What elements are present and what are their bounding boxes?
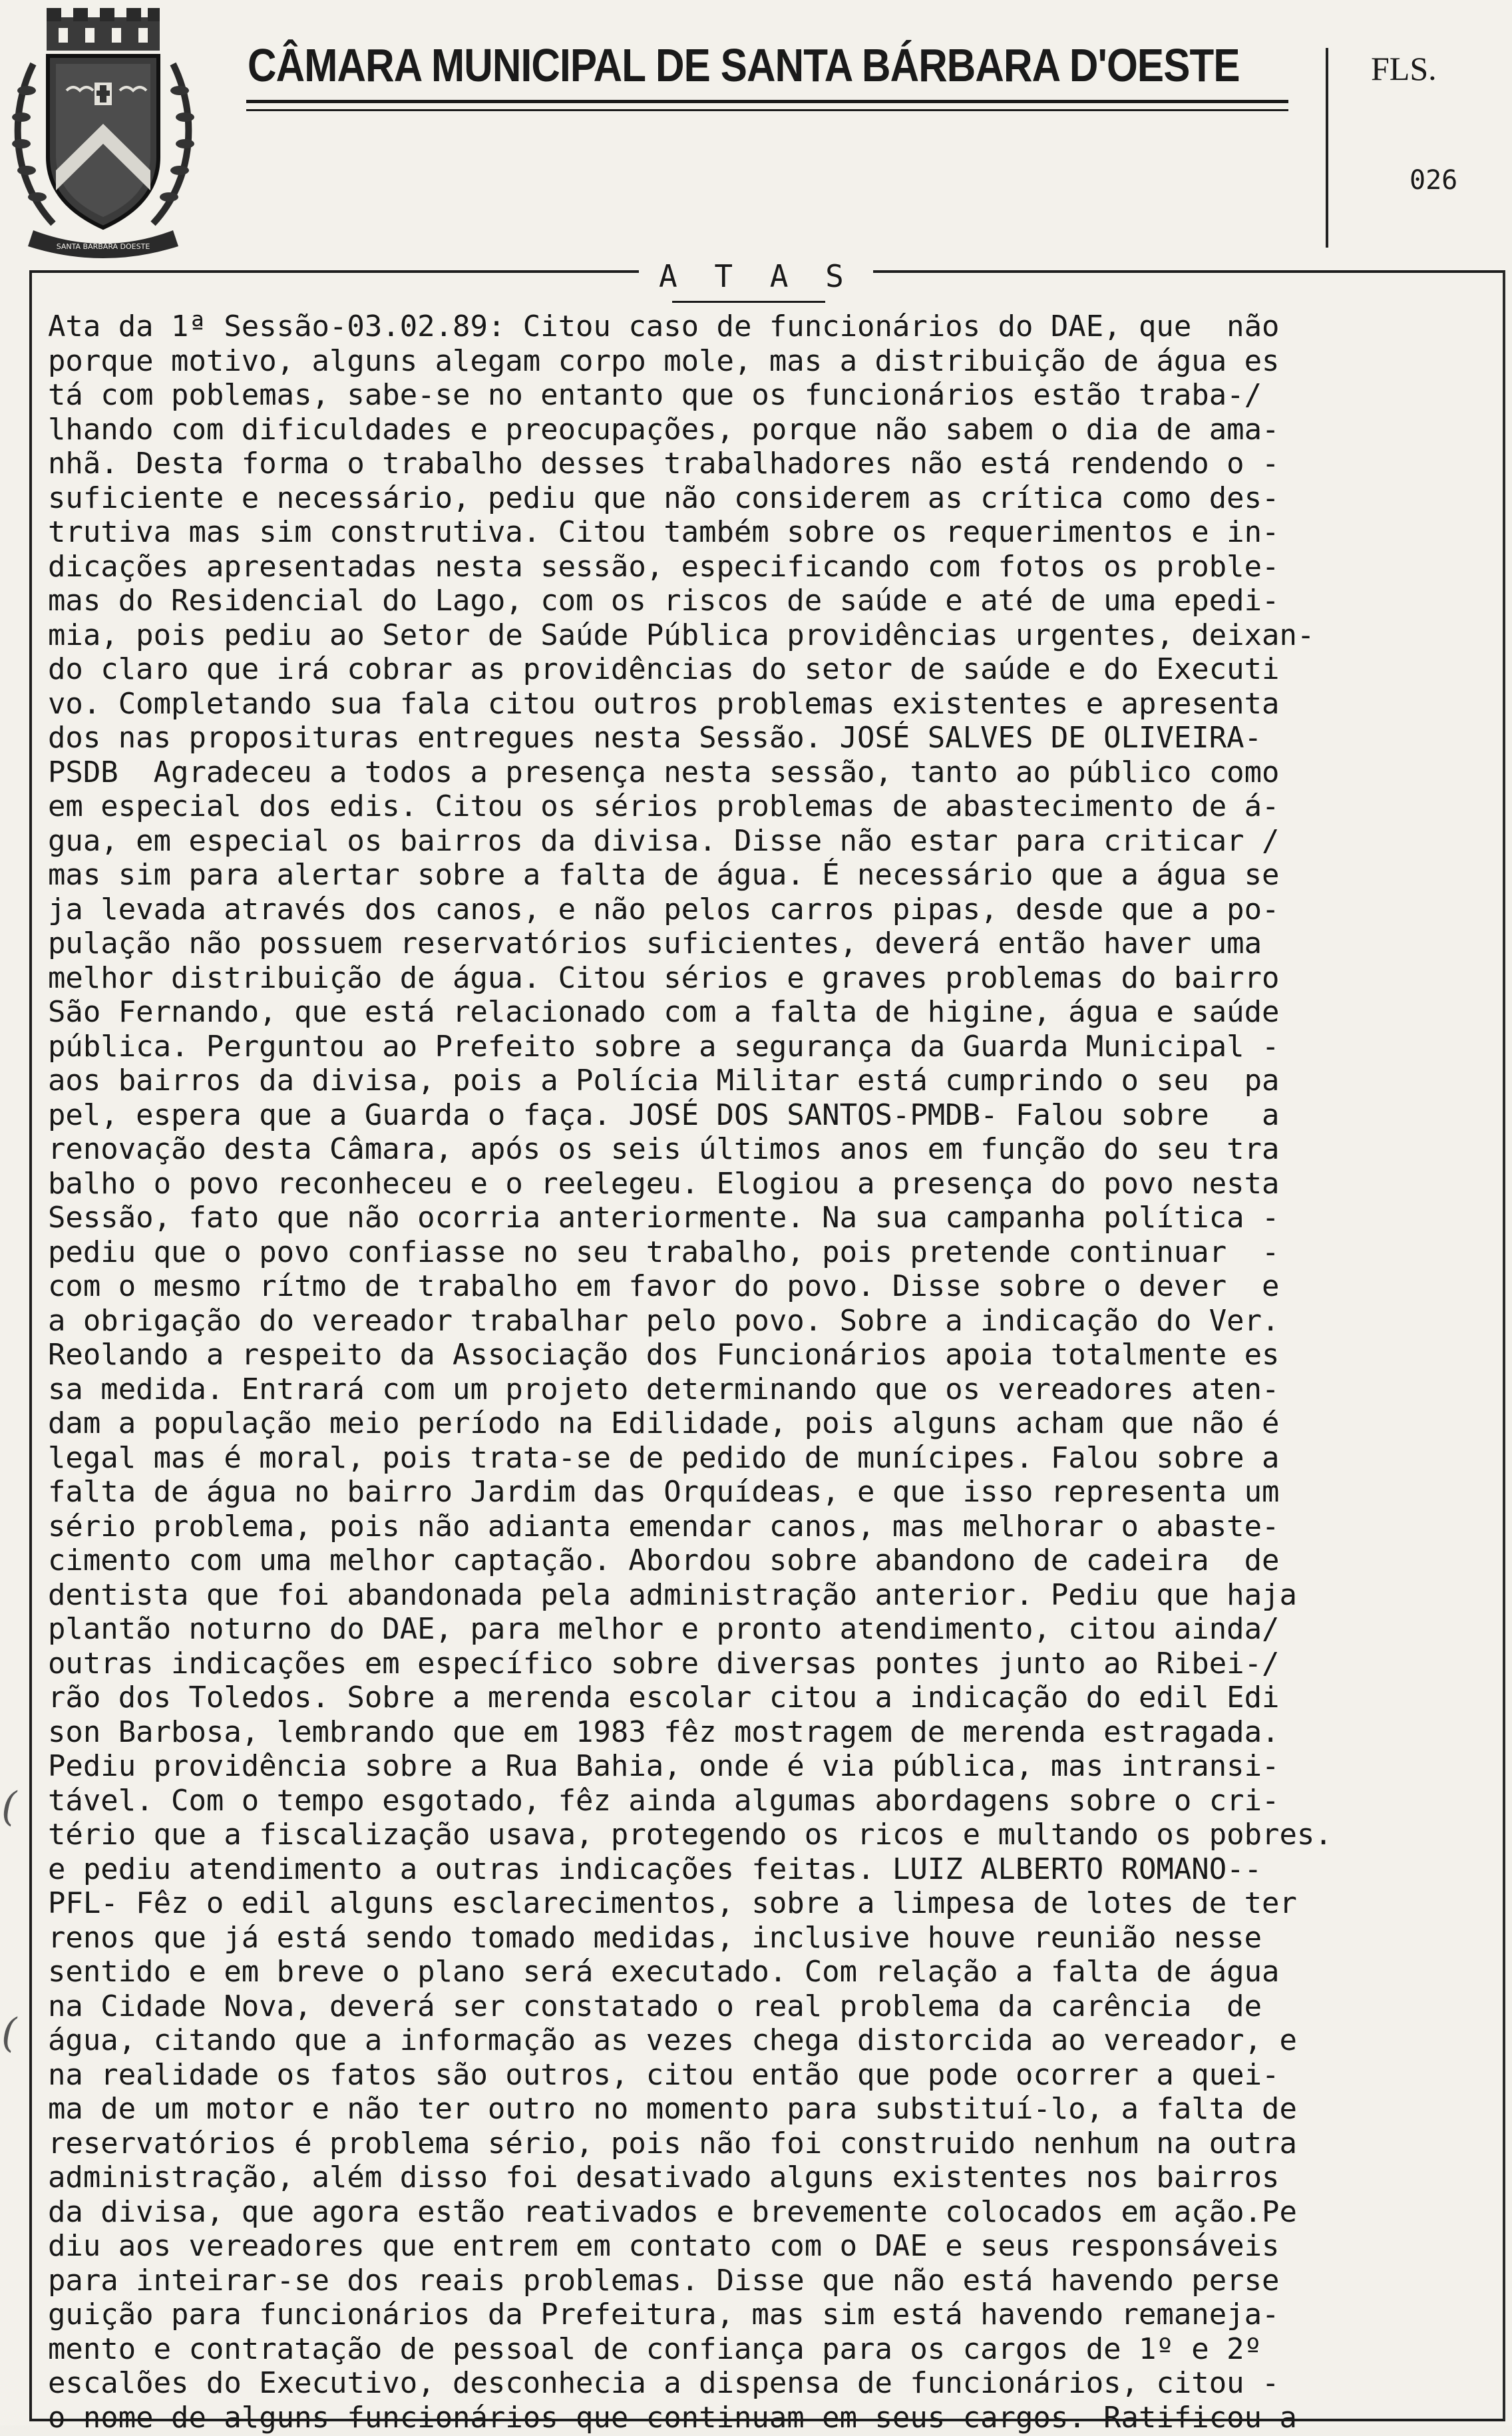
text-line: Pediu providência sobre a Rua Bahia, onde é via pública, mas intransi- xyxy=(48,1750,1280,1783)
text-line: tá com poblemas, sabe-se no entanto que os funcionários estão traba-/ xyxy=(48,379,1262,412)
text-line: aos bairros da divisa, pois a Polícia Militar está cumprindo o seu pa xyxy=(48,1064,1280,1098)
text-line: escalões do Executivo, desconhecia a dispensa de funcionários, citou - xyxy=(48,2367,1280,2400)
text-line: renovação desta Câmara, após os seis últimos anos em função do seu tra xyxy=(48,1133,1280,1166)
margin-handwritten-mark: ( xyxy=(1,1784,17,1830)
text-line: vo. Completando sua fala citou outros problemas existentes e apresenta xyxy=(48,687,1280,721)
text-line: PSDB Agradeceu a todos a presença nesta sessão, tanto ao público como xyxy=(48,755,1280,789)
text-line: água, citando que a informação as vezes chega distorcida ao vereador, e xyxy=(48,2024,1297,2057)
text-line: outras indicações em específico sobre diversas pontes junto ao Ribei-/ xyxy=(48,1647,1280,1681)
text-line: guição para funcionários da Prefeitura, mas sim está havendo remaneja- xyxy=(48,2298,1280,2332)
text-line: ja levada através dos canos, e não pelos carros pipas, desde que a po- xyxy=(48,893,1280,926)
text-line: tério que a fiscalização usava, protegendo os ricos e multando os pobres. xyxy=(48,1818,1332,1852)
text-line: sério problema, pois não adianta emendar canos, mas melhorar o abaste- xyxy=(48,1510,1280,1543)
text-line: plantão noturno do DAE, para melhor e pronto atendimento, citou ainda/ xyxy=(48,1613,1280,1646)
text-line: lhando com dificuldades e preocupações, porque não sabem o dia de ama- xyxy=(48,413,1280,447)
header-divider xyxy=(1326,48,1328,248)
text-line: mas do Residencial do Lago, com os riscos de saúde e até de uma epedi- xyxy=(48,584,1280,618)
text-line: sa medida. Entrará com um projeto determinando que os vereadores aten- xyxy=(48,1372,1280,1406)
text-line: diu aos vereadores que entrem em contato com o DAE e seus responsáveis xyxy=(48,2230,1280,2263)
section-title: A T A S xyxy=(659,258,853,294)
text-line: Sessão, fato que não ocorria anteriormente. Na sua campanha política - xyxy=(48,1201,1280,1235)
page-number: 026 xyxy=(1410,165,1458,196)
text-line: melhor distribuição de água. Citou sérios e graves problemas do bairro xyxy=(48,961,1280,995)
text-line: pública. Perguntou ao Prefeito sobre a segurança da Guarda Municipal - xyxy=(48,1030,1280,1064)
section-title-underline xyxy=(672,301,825,303)
text-line: reservatórios é problema sério, pois não foi construido nenhum na outra xyxy=(48,2127,1297,2160)
text-line: da divisa, que agora estão reativados e brevemente colocados em ação.Pe xyxy=(48,2195,1297,2229)
text-line: do claro que irá cobrar as providências do setor de saúde e do Executi xyxy=(48,653,1280,686)
margin-handwritten-mark: ( xyxy=(1,2010,17,2057)
text-line: rão dos Toledos. Sobre a merenda escolar citou a indicação do edil Edi xyxy=(48,1681,1280,1715)
text-line: porque motivo, alguns alegam corpo mole, mas a distribuição de água es xyxy=(48,344,1280,378)
crest-motto: SANTA BARBARA DOESTE xyxy=(56,242,150,251)
text-line: pulação não possuem reservatórios suficientes, deverá então haver uma xyxy=(48,927,1262,960)
text-line: falta de água no bairro Jardim das Orquídeas, e que isso representa um xyxy=(48,1476,1280,1509)
coat-of-arms-icon xyxy=(7,4,200,260)
header-rule-thin xyxy=(246,109,1288,111)
text-line: suficiente e necessário, pediu que não considerem as crítica como des- xyxy=(48,481,1280,515)
text-line: Reolando a respeito da Associação dos Funcionários apoia totalmente es xyxy=(48,1338,1280,1372)
fls-label: FLS. xyxy=(1371,50,1437,87)
text-line: mas sim para alertar sobre a falta de água. É necessário que a água se xyxy=(48,859,1280,892)
text-line: Ata da 1ª Sessão-03.02.89: Citou caso de funcionários do DAE, que não xyxy=(48,310,1280,343)
text-line: tável. Com o tempo esgotado, fêz ainda algumas abordagens sobre o cri- xyxy=(48,1784,1280,1818)
text-line: mia, pois pediu ao Setor de Saúde Pública providências urgentes, deixan- xyxy=(48,618,1315,652)
text-line: e pediu atendimento a outras indicações feitas. LUIZ ALBERTO ROMANO-- xyxy=(48,1852,1262,1886)
institution-title: CÂMARA MUNICIPAL DE SANTA BÁRBARA D'OESTE xyxy=(248,39,1240,91)
text-line: cimento com uma melhor captação. Abordou sobre abandono de cadeira de xyxy=(48,1544,1280,1577)
text-line: legal mas é moral, pois trata-se de pedido de munícipes. Falou sobre a xyxy=(48,1441,1280,1475)
text-line: pel, espera que a Guarda o faça. JOSÉ DOS SANTOS-PMDB- Falou sobre a xyxy=(48,1098,1280,1132)
text-line: São Fernando, que está relacionado com a falta de higine, água e saúde xyxy=(48,996,1280,1029)
text-line: ma de um motor e não ter outro no momento para substituí-lo, a falta de xyxy=(48,2093,1297,2126)
text-line: pediu que o povo confiasse no seu trabalho, pois pretende continuar - xyxy=(48,1235,1280,1269)
text-line: em especial dos edis. Citou os sérios problemas de abastecimento de á- xyxy=(48,790,1280,823)
text-line: na Cidade Nova, deverá ser constatado o real problema da carência de xyxy=(48,1989,1262,2023)
text-line: dam a população meio período na Edilidade, pois alguns acham que não é xyxy=(48,1407,1280,1440)
text-line: dos nas proposituras entregues nesta Sessão. JOSÉ SALVES DE OLIVEIRA- xyxy=(48,721,1262,755)
text-line: son Barbosa, lembrando que em 1983 fêz mostragem de merenda estragada. xyxy=(48,1715,1280,1749)
text-line: com o mesmo rítmo de trabalho em favor do povo. Disse sobre o dever e xyxy=(48,1270,1280,1303)
text-line: administração, além disso foi desativado alguns existentes nos bairros xyxy=(48,2161,1280,2194)
text-line: dentista que foi abandonada pela administração anterior. Pediu que haja xyxy=(48,1578,1297,1612)
text-line: nhã. Desta forma o trabalho desses trabalhadores não está rendendo o - xyxy=(48,447,1280,481)
text-line: mento e contratação de pessoal de confiança para os cargos de 1º e 2º xyxy=(48,2332,1262,2366)
text-line: trutiva mas sim construtiva. Citou também sobre os requerimentos e in- xyxy=(48,516,1280,549)
text-line: para inteirar-se dos reais problemas. Disse que não está havendo perse xyxy=(48,2264,1280,2298)
header-rule xyxy=(246,100,1288,103)
text-line: gua, em especial os bairros da divisa. Disse não estar para criticar / xyxy=(48,824,1280,858)
text-line: na realidade os fatos são outros, citou então que pode ocorrer a quei- xyxy=(48,2058,1280,2092)
text-line: o nome de alguns funcionários que continuam em seus cargos. Ratificou a xyxy=(48,2401,1297,2435)
text-line: dicações apresentadas nesta sessão, especificando com fotos os proble- xyxy=(48,550,1280,584)
text-line: PFL- Fêz o edil alguns esclarecimentos, sobre a limpesa de lotes de ter xyxy=(48,1887,1297,1920)
text-line: sentido e em breve o plano será executado. Com relação a falta de água xyxy=(48,1955,1280,1989)
section-title-wrap xyxy=(639,258,873,294)
text-line: a obrigação do vereador trabalhar pelo povo. Sobre a indicação do Ver. xyxy=(48,1304,1280,1338)
text-line: balho o povo reconheceu e o reelegeu. Elogiou a presença do povo nesta xyxy=(48,1167,1280,1201)
text-line: renos que já está sendo tomado medidas, inclusive houve reunião nesse xyxy=(48,1921,1262,1955)
